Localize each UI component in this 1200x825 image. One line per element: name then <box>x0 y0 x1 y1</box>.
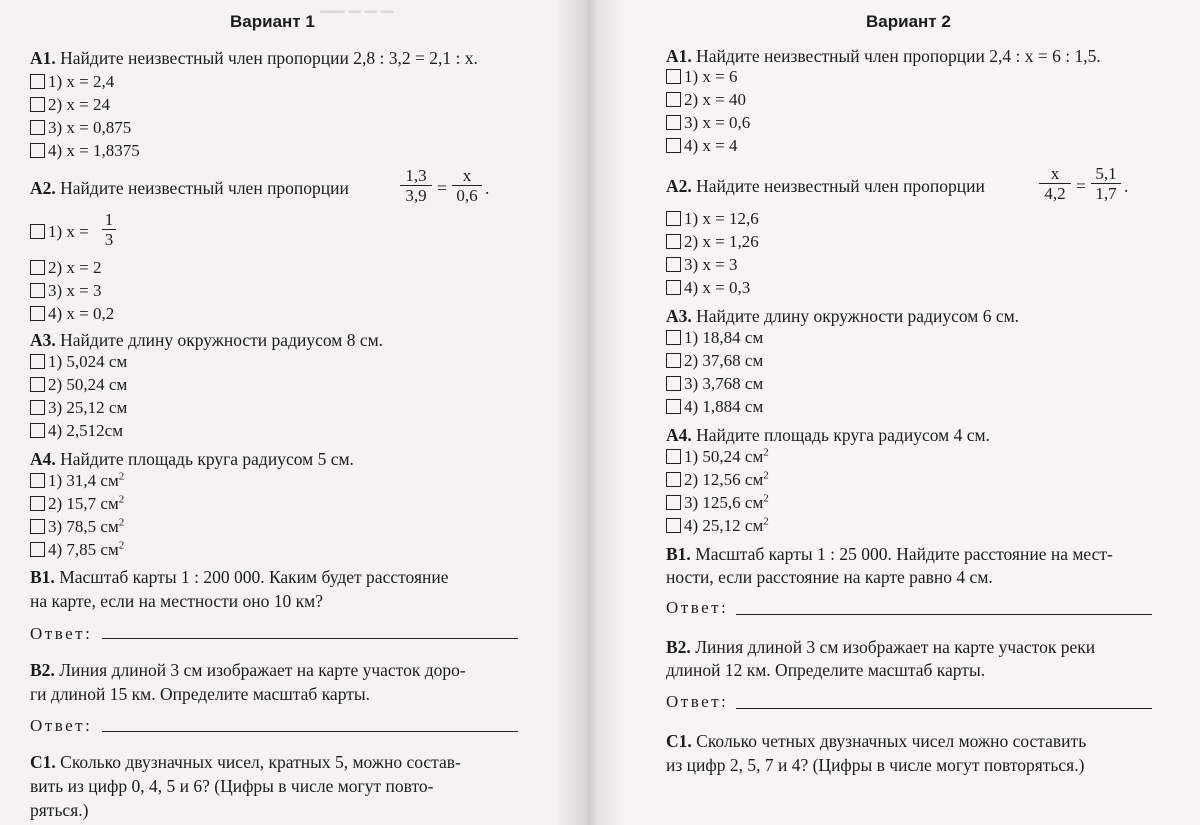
a4-number: А4. <box>666 425 692 445</box>
numerator: x <box>1039 164 1071 184</box>
b2-number: В2. <box>666 637 691 657</box>
b2-answer-field[interactable] <box>102 731 518 732</box>
right-page <box>590 0 1200 825</box>
checkbox[interactable] <box>30 496 45 511</box>
checkbox[interactable] <box>666 330 681 345</box>
checkbox[interactable] <box>30 519 45 534</box>
superscript: 2 <box>763 492 769 505</box>
a2-number: А2. <box>666 176 692 196</box>
a1-number: А1. <box>30 48 56 68</box>
a4-option-3[interactable] <box>666 493 769 513</box>
numerator: 1,3 <box>400 166 432 186</box>
a1-option-2[interactable] <box>30 95 110 115</box>
option-label: 2) 50,24 см <box>48 375 128 394</box>
b2-answer-field[interactable] <box>736 708 1152 709</box>
a2-equals: = <box>437 178 447 198</box>
b2-number: В2. <box>30 660 55 680</box>
a3-option-4[interactable] <box>666 397 763 417</box>
b1-text: Масштаб карты 1 : 200 000. Каким будет расстояние <box>54 567 449 587</box>
a1-text: Найдите неизвестный член пропорции 2,8 : 3,2 = 2,1 : x. <box>55 48 478 68</box>
checkbox[interactable] <box>666 495 681 510</box>
checkbox[interactable] <box>30 354 45 369</box>
option-label: 1) x = 2,4 <box>48 72 115 91</box>
option-label: 3) x = 3 <box>684 255 738 274</box>
a2-option-4[interactable] <box>30 304 114 324</box>
checkbox[interactable] <box>666 92 681 107</box>
checkbox[interactable] <box>30 542 45 557</box>
b1-text: Масштаб карты 1 : 25 000. Найдите расстояние на мест- <box>690 544 1113 564</box>
checkbox[interactable] <box>666 69 681 84</box>
b2-text: Линия длиной 3 см изображает на карте участок реки <box>690 637 1096 657</box>
checkbox[interactable] <box>30 120 45 135</box>
b1-answer-field[interactable] <box>736 614 1152 615</box>
option-label: 1) 18,84 см <box>684 328 764 347</box>
option-label: 4) 2,512см <box>48 421 123 440</box>
b1-line-2: ности, если расстояние на карте равно 4 см. <box>666 567 993 587</box>
checkbox[interactable] <box>666 257 681 272</box>
option-label: 2) x = 24 <box>48 95 110 114</box>
b1-line-2: на карте, если на местности оно 10 км? <box>30 591 324 611</box>
checkbox[interactable] <box>666 138 681 153</box>
superscript: 2 <box>118 493 125 506</box>
option-label: 3) x = 0,875 <box>48 118 132 137</box>
checkbox[interactable] <box>666 472 681 487</box>
option-label: 3) 125,6 см <box>684 493 764 512</box>
a1-option-4[interactable] <box>666 136 738 156</box>
denominator: 3,9 <box>405 186 427 205</box>
c1-text: Сколько четных двузначных чисел можно составить <box>691 731 1087 751</box>
a1-option-2[interactable] <box>666 90 746 110</box>
checkbox[interactable] <box>30 97 45 112</box>
checkbox[interactable] <box>666 353 681 368</box>
a1-option-4[interactable] <box>30 141 140 161</box>
a3-number: А3. <box>30 330 56 350</box>
numerator: 5,1 <box>1091 164 1121 184</box>
option-label: 4) x = 1,8375 <box>48 141 140 160</box>
a2-period: . <box>485 178 490 198</box>
superscript: 2 <box>118 516 125 529</box>
numerator: 1 <box>102 210 116 230</box>
option-label: 2) 15,7 см <box>48 494 119 513</box>
a2-option-3[interactable] <box>30 281 102 301</box>
checkbox[interactable] <box>666 211 681 226</box>
checkbox[interactable] <box>30 423 45 438</box>
a1-option-3[interactable] <box>666 113 750 133</box>
checkbox[interactable] <box>30 74 45 89</box>
a3-number: А3. <box>666 306 692 326</box>
a1-question <box>666 46 1101 66</box>
b2-line-2: ги длиной 15 км. Определите масштаб карты. <box>30 684 371 704</box>
b1-answer-label: Ответ: <box>30 624 93 643</box>
a2-option-1[interactable] <box>30 222 89 242</box>
c1-line-1 <box>30 752 461 772</box>
a2-option-3[interactable] <box>666 255 738 275</box>
option-label: 4) x = 0,3 <box>684 278 751 297</box>
a3-option-3[interactable] <box>666 374 763 394</box>
option-label: 3) 3,768 см <box>684 374 764 393</box>
a2-option-4[interactable] <box>666 278 750 298</box>
option-label: 2) 12,56 см <box>684 470 764 489</box>
a4-option-4[interactable] <box>666 516 769 536</box>
checkbox[interactable] <box>666 115 681 130</box>
a2-option-2[interactable] <box>30 258 102 278</box>
c1-text: Сколько двузначных чисел, кратных 5, можно состав- <box>55 752 461 772</box>
checkbox[interactable] <box>30 377 45 392</box>
checkbox[interactable] <box>666 376 681 391</box>
a4-option-1[interactable] <box>666 447 769 467</box>
checkbox[interactable] <box>30 260 45 275</box>
checkbox[interactable] <box>30 400 45 415</box>
a2-option-1[interactable] <box>666 209 759 229</box>
a3-option-1[interactable] <box>666 328 763 348</box>
superscript: 2 <box>118 470 125 483</box>
a3-question <box>30 330 383 350</box>
a2-text: Найдите неизвестный член пропорции <box>691 176 985 196</box>
a4-text: Найдите площадь круга радиусом 5 см. <box>55 449 354 469</box>
b1-number: В1. <box>30 567 55 587</box>
a4-question <box>666 425 990 445</box>
c1-line-2: вить из цифр 0, 4, 5 и 6? (Цифры в числе могут повто- <box>30 776 434 796</box>
checkbox[interactable] <box>30 224 45 239</box>
option-label: 4) 7,85 см <box>48 540 119 559</box>
a4-option-2[interactable] <box>30 494 124 514</box>
bleed-through-text: ▁▁ ▁ ▁ ▁ <box>320 0 394 13</box>
b2-answer-label: Ответ: <box>666 692 729 711</box>
a1-option-1[interactable] <box>30 72 114 92</box>
checkbox[interactable] <box>666 280 681 295</box>
a2-equals: = <box>1076 176 1086 196</box>
a2-question <box>666 176 985 196</box>
numerator: x <box>452 166 482 186</box>
left-page <box>0 0 590 825</box>
a2-question <box>30 178 349 198</box>
checkbox[interactable] <box>30 283 45 298</box>
option-label: 3) x = 0,6 <box>684 113 751 132</box>
checkbox[interactable] <box>666 399 681 414</box>
option-label: 1) x = <box>48 222 89 241</box>
option-label: 3) 78,5 см <box>48 517 119 536</box>
a1-text: Найдите неизвестный член пропорции 2,4 : x = 6 : 1,5. <box>691 46 1101 66</box>
denominator: 1,7 <box>1095 184 1117 203</box>
option-label: 2) x = 2 <box>48 258 102 277</box>
b2-line-1 <box>666 637 1095 657</box>
a2-fraction-1 <box>1039 164 1071 204</box>
a4-option-4[interactable] <box>30 540 124 560</box>
a4-option-3[interactable] <box>30 517 124 537</box>
option-label: 2) 37,68 см <box>684 351 764 370</box>
checkbox[interactable] <box>30 473 45 488</box>
superscript: 2 <box>118 539 125 552</box>
option-label: 1) 50,24 см <box>684 447 764 466</box>
checkbox[interactable] <box>666 518 681 533</box>
b1-line-1 <box>666 544 1113 564</box>
a3-text: Найдите длину окружности радиусом 8 см. <box>55 330 384 350</box>
a3-question <box>666 306 1019 326</box>
option-label: 4) x = 4 <box>684 136 738 155</box>
a4-option-2[interactable] <box>666 470 769 490</box>
a3-option-1[interactable] <box>30 352 127 372</box>
a4-option-1[interactable] <box>30 471 124 491</box>
b2-line-2: длиной 12 км. Определите масштаб карты. <box>666 660 986 680</box>
b2-text: Линия длиной 3 см изображает на карте участок доро- <box>54 660 466 680</box>
a1-question <box>30 48 478 68</box>
option-label: 1) x = 6 <box>684 67 738 86</box>
a3-option-2[interactable] <box>30 375 127 395</box>
superscript: 2 <box>763 446 769 459</box>
option-label: 3) 25,12 см <box>48 398 128 417</box>
a2-option-2[interactable] <box>666 232 759 252</box>
a3-option-3[interactable] <box>30 398 127 418</box>
option-label: 3) x = 3 <box>48 281 102 300</box>
book-spine-shadow <box>555 0 625 825</box>
a2-fraction-2 <box>1091 164 1121 204</box>
a3-option-4[interactable] <box>30 421 123 441</box>
option-label: 4) 1,884 см <box>684 397 764 416</box>
option-label: 2) x = 40 <box>684 90 746 109</box>
a1-option-3[interactable] <box>30 118 131 138</box>
option-label: 1) x = 12,6 <box>684 209 759 228</box>
c1-line-1 <box>666 731 1086 751</box>
a2-period: . <box>1124 176 1129 196</box>
option-label: 4) 25,12 см <box>684 516 764 535</box>
b1-line-1 <box>30 567 449 587</box>
checkbox[interactable] <box>30 143 45 158</box>
b1-answer-field[interactable] <box>102 638 518 639</box>
c1-line-3: ряться.) <box>30 800 89 820</box>
a4-question <box>30 449 354 469</box>
denominator: 4,2 <box>1044 184 1066 203</box>
denominator: 3 <box>104 230 114 249</box>
a1-number: А1. <box>666 46 692 66</box>
a2-option-1-fraction <box>102 210 116 250</box>
checkbox[interactable] <box>666 449 681 464</box>
a2-text: Найдите неизвестный член пропорции <box>55 178 349 198</box>
c1-number: С1. <box>30 752 56 772</box>
option-label: 4) x = 0,2 <box>48 304 115 323</box>
denominator: 0,6 <box>456 186 478 205</box>
superscript: 2 <box>763 469 769 482</box>
c1-number: С1. <box>666 731 692 751</box>
option-label: 1) 31,4 см <box>48 471 119 490</box>
a1-option-1[interactable] <box>666 67 738 87</box>
a3-option-2[interactable] <box>666 351 763 371</box>
a4-number: А4. <box>30 449 56 469</box>
b2-line-1 <box>30 660 466 680</box>
a4-text: Найдите площадь круга радиусом 4 см. <box>691 425 990 445</box>
a3-text: Найдите длину окружности радиусом 6 см. <box>691 306 1020 326</box>
a2-number: А2. <box>30 178 56 198</box>
b2-answer-label: Ответ: <box>30 716 93 735</box>
a2-fraction-1 <box>400 166 432 206</box>
b1-number: В1. <box>666 544 691 564</box>
superscript: 2 <box>763 515 769 528</box>
option-label: 1) 5,024 см <box>48 352 128 371</box>
variant-2-title: Вариант 2 <box>866 12 951 31</box>
variant-1-title: Вариант 1 <box>230 12 315 31</box>
b1-answer-label: Ответ: <box>666 598 729 617</box>
option-label: 2) x = 1,26 <box>684 232 759 251</box>
checkbox[interactable] <box>666 234 681 249</box>
c1-line-2: из цифр 2, 5, 7 и 4? (Цифры в числе могут повторяться.) <box>666 755 1085 775</box>
a2-fraction-2 <box>452 166 482 206</box>
checkbox[interactable] <box>30 306 45 321</box>
